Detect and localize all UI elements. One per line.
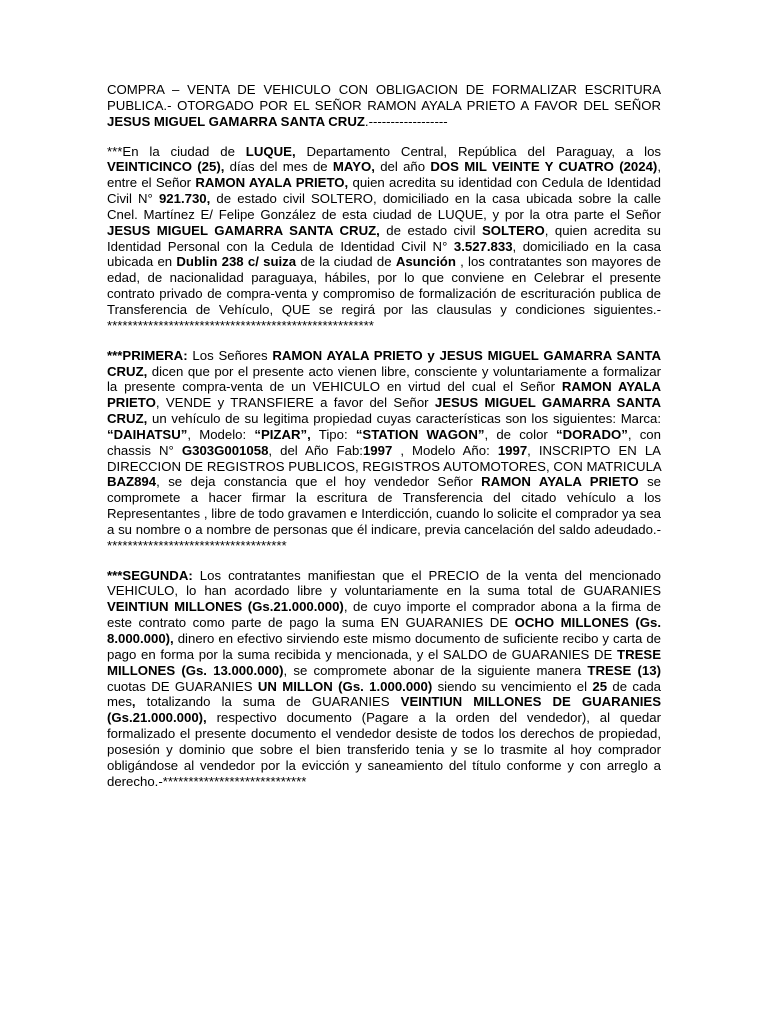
intro-text-run: VEINTICINCO (25), (107, 159, 225, 175)
intro-text-run: , los contratantes son mayores de edad, de nacionalidad paraguaya, hábiles, por lo que conviene en Celebrar el presente contrato privado de compra-venta y compromiso de formalización de escrituración publica de Transferencia de Vehículo, QUE se regirá por las clausulas y condiciones siguientes.-**************************************************** (107, 254, 661, 333)
primera-text-run: se compromete a hacer firmar la escritura de Transferencia del citado vehículo a los Representantes , libre de todo gravamen e Interdicción, cuando lo solicite el comprador ya sea a su nombre o a nombre de personas que él indicare, previa cancelación del saldo adeudado.-*********************************** (107, 474, 662, 553)
segunda-text-run: 25 (592, 678, 608, 694)
intro-text-run: de la ciudad de (296, 254, 396, 270)
intro-text-run: LUQUE, (245, 143, 296, 159)
document-page (107, 82, 661, 789)
title-text-run: JESUS MIGUEL GAMARRA SANTA CRUZ (107, 113, 365, 129)
segunda-text-run: OCHO MILLONES (Gs. 8.000.000), (107, 615, 661, 646)
segunda-text-run: , se compromete abonar de la siguiente manera (283, 662, 588, 678)
segunda-text-run: Los contratantes manifiestan que el PRECIO de la venta del mencionado VEHICULO, lo han acordado libre y voluntariamente en la suma total de GUARANIES (107, 567, 661, 599)
intro-text-run: 921.730, (158, 191, 211, 207)
intro-text-run: días del mes de (224, 159, 333, 175)
primera-text-run: dicen que por el presente acto vienen libre, consciente y voluntariamente a formalizar la presente compra-venta de un VEHICULO en virtud del cual el Señor (107, 363, 661, 395)
segunda-text-run: , (131, 694, 136, 710)
primera-text-run: RAMON AYALA PRIETO (107, 379, 661, 411)
intro-text-run: , entre el Señor (107, 159, 661, 191)
segunda-text-run: siendo su vencimiento el (432, 678, 593, 694)
primera-text-run: , de color (484, 426, 557, 442)
intro-text-run: , domiciliado en la casa ubicada en (107, 238, 661, 270)
primera-text-run: un vehículo de su legitima propiedad cuyas características son los siguientes: Marca: (147, 411, 661, 427)
primera-text-run: , VENDE y TRANSFIERE a favor del Señor (155, 395, 435, 411)
segunda-text-run: UN MILLON (Gs. 1.000.000) (257, 678, 433, 694)
primera-text-run: 1997 (362, 442, 393, 458)
primera-text-run: , Modelo Año: (392, 442, 498, 458)
primera-text-run: , del Año Fab: (268, 442, 363, 458)
primera-text-run: , INSCRIPTO EN LA DIRECCION DE REGISTROS PUBLICOS, REGISTROS AUTOMOTORES, CON MATRICULA (107, 442, 661, 474)
segunda-text-run: TRESE MILLONES (Gs. 13.000.000) (107, 646, 661, 678)
intro-text-run: Asunción (395, 254, 456, 270)
primera-text-run: , con chassis N° (107, 426, 661, 458)
intro-text-run: Dublin 238 c/ suiza (176, 254, 297, 270)
segunda-text-run: TRESE (13) (587, 662, 661, 678)
segunda-text-run: VEINTIUN MILLONES (Gs.21.000.000) (107, 599, 344, 615)
paragraph-primera (107, 348, 661, 554)
primera-text-run: RAMON AYALA PRIETO y JESUS MIGUEL GAMARRA SANTA CRUZ, (107, 347, 661, 379)
primera-text-run: JESUS MIGUEL GAMARRA SANTA CRUZ, (107, 395, 661, 427)
primera-text-run: , se deja constancia que el hoy vendedor Señor (156, 474, 482, 490)
primera-text-run: “PIZAR”, (254, 426, 311, 442)
intro-text-run: 3.527.833 (453, 238, 513, 254)
paragraph-segunda (107, 568, 661, 790)
segunda-text-run: de cada mes (107, 678, 662, 710)
intro-text-run: JESUS MIGUEL GAMARRA SANTA CRUZ, (107, 222, 380, 238)
primera-text-run: , Modelo: (187, 426, 255, 442)
primera-text-run: 1997 (497, 442, 528, 458)
intro-text-run: de estado civil (379, 222, 482, 238)
intro-text-run: quien acredita su identidad con Cedula de Identidad Civil N° (107, 175, 661, 207)
intro-text-run: del año (374, 159, 431, 175)
primera-text-run: ***PRIMERA: (107, 347, 188, 363)
primera-text-run: “STATION WAGON” (355, 426, 485, 442)
intro-text-run: RAMON AYALA PRIETO, (195, 175, 349, 191)
intro-text-run: DOS MIL VEINTE Y CUATRO (2024) (430, 159, 658, 175)
primera-text-run: Tipo: (310, 426, 356, 442)
segunda-text-run: VEINTIUN MILLONES DE GUARANIES (Gs.21.000.000), (107, 694, 661, 726)
intro-text-run: MAYO, (332, 159, 375, 175)
document-title (107, 82, 661, 130)
paragraph-intro (107, 144, 661, 334)
segunda-text-run: ***SEGUNDA: (107, 567, 193, 583)
segunda-text-run: respectivo documento (Pagare a la orden del vendedor), al quedar formalizado el presente documento el vendedor desiste de todos los derechos de propiedad, posesión y dominio que sobre el bien transferido tenia y se lo trasmite al hoy comprador obligándose al vendedor por la evicción y saneamiento del título conforme y con arreglo a derecho.-**************************** (107, 710, 661, 789)
intro-text-run: de estado civil SOLTERO, domiciliado en la casa ubicada sobre la calle Cnel. Martínez E/ Felipe González de esta ciudad de LUQUE, y por la otra parte el Señor (107, 191, 661, 222)
primera-text-run: RAMON AYALA PRIETO (481, 474, 639, 490)
title-text-run: COMPRA – VENTA DE VEHICULO CON OBLIGACION DE FORMALIZAR ESCRITURA PUBLICA.- OTORGADO POR EL SEÑOR RAMON AYALA PRIETO A FAVOR DEL SEÑOR (107, 82, 661, 113)
primera-text-run: “DAIHATSU” (107, 426, 188, 442)
primera-text-run: G303G001058 (181, 442, 269, 458)
intro-text-run: ***En la ciudad de (107, 143, 246, 159)
primera-text-run: “DORADO” (556, 426, 628, 442)
intro-text-run: , quien acredita su Identidad Personal con la Cedula de Identidad Civil N° (107, 222, 661, 254)
segunda-text-run: , de cuyo importe el comprador abona a la firma de este contrato como parte de pago la suma EN GUARANIES DE (107, 599, 661, 631)
primera-text-run: BAZ894 (107, 474, 157, 490)
intro-text-run: SOLTERO (482, 222, 545, 238)
segunda-text-run: cuotas DE GUARANIES (107, 678, 258, 694)
segunda-text-run: dinero en efectivo sirviendo este mismo documento de suficiente recibo y carta de pago en forma por la suma recibida y mencionada, y el SALDO de GUARANIES DE (107, 631, 661, 662)
primera-text-run: Los Señores (187, 347, 273, 363)
intro-text-run: Departamento Central, República del Paraguay, a los (295, 143, 662, 159)
segunda-text-run: totalizando la suma de GUARANIES (135, 694, 401, 710)
title-text-run: .------------------ (364, 113, 448, 129)
